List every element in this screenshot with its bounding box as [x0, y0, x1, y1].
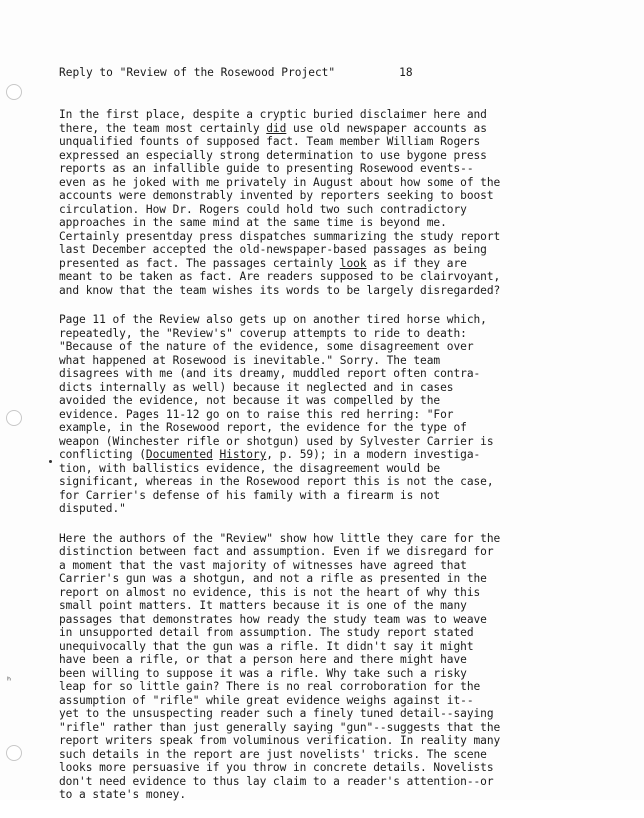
underlined-text: did: [266, 121, 287, 135]
text-line: tion, with ballistics evidence, the disagreement would be: [59, 461, 441, 475]
text-line: significant, whereas in the Rosewood report this is not the case,: [59, 475, 494, 488]
text-line: yet to the unsuspecting reader such a finely tuned detail--saying: [59, 707, 494, 720]
text-line: "Because of the nature of the evidence, some disagreement over: [59, 340, 474, 353]
text-line: weapon (Winchester rifle or shotgun) used by Sylvester Carrier is: [59, 434, 494, 448]
text-line: last December accepted the old-newspaper-based passages as being: [59, 243, 487, 256]
text-line: conflicting (Documented History, p. 59); in a modern investiga-: [59, 448, 481, 461]
text-line: Certainly presentday press dispatches summarizing the study report: [59, 229, 501, 243]
punch-hole: [6, 84, 22, 100]
text-line: evidence. Pages 11-12 go on to raise this red herring: "For: [59, 407, 454, 421]
text-line: assumption of "rifle" while great evidence weighs against it--: [59, 693, 474, 707]
punch-hole: [6, 745, 22, 761]
underlined-text: Documented: [145, 448, 213, 461]
text-line: even as he joked with me privately in August about how some of the: [59, 175, 501, 189]
text-line: disputed.": [59, 502, 126, 515]
page-number: 18: [399, 66, 413, 79]
text-line: Here the authors of the "Review" show how little they care for the: [59, 531, 501, 545]
header-title: Reply to "Review of the Rosewood Project": [59, 66, 336, 79]
text-line: dicts internally as well) because it neglected and in cases: [59, 380, 454, 394]
text-line: looks more persuasive if you throw in concrete details. Novelists: [59, 761, 494, 774]
text-line: Carrier's gun was a shotgun, and not a rifle as presented in the: [59, 572, 487, 585]
text-line: small point matters. It matters because it is one of the many: [59, 599, 467, 612]
text-line: expressed an especially strong determination to use bygone press: [59, 148, 487, 162]
text-line: what happened at Rosewood is inevitable." Sorry. The team: [59, 353, 441, 367]
text-line: such details in the report are just novelists' tricks. The scene: [59, 747, 487, 761]
text-line: approaches in the same mind at the same time is beyond me.: [59, 216, 447, 229]
text-line: to a state's money.: [59, 788, 187, 801]
text-line: disagrees with me (and its dreamy, muddled report often contra-: [59, 367, 481, 380]
punch-hole: [6, 410, 22, 426]
text-line: Page 11 of the Review also gets up on another tired horse which,: [59, 313, 487, 326]
text-line: report on almost no evidence, this is not the heart of why this: [59, 585, 481, 599]
text-line: unqualified founts of supposed fact. Team member William Rogers: [59, 135, 481, 148]
text-line: don't need evidence to thus lay claim to a reader's attention--or: [59, 774, 494, 788]
text-line: accounts were demonstrably invented by reporters seeking to boost: [59, 189, 494, 202]
body-text: [59, 108, 639, 818]
text-line: meant to be taken as fact. Are readers supposed to be clairvoyant,: [59, 270, 501, 283]
underlined-text: look: [339, 256, 367, 270]
text-line: "rifle" rather than just generally saying "gun"--suggests that the: [59, 720, 501, 734]
text-line: for Carrier's defense of his family with a firearm is not: [59, 488, 441, 502]
paragraph: [59, 532, 639, 802]
text-line: distinction between fact and assumption. Even if we disregard for: [59, 545, 494, 558]
text-line: in unsupported detail from assumption. The study report stated: [59, 626, 474, 639]
stray-mark: ʰ: [6, 676, 13, 687]
text-line: unequivocally that the gun was a rifle. It didn't say it might: [59, 639, 474, 653]
text-line: have been a rifle, or that a person here and there might have: [59, 653, 467, 666]
text-line: In the first place, despite a cryptic buried disclaimer here and: [59, 108, 487, 121]
text-line: avoided the evidence, not because it was compelled by the: [59, 394, 441, 407]
text-line: passages that demonstrates how ready the study team was to weave: [59, 612, 487, 626]
text-line: been willing to suppose it was a rifle. Why take such a risky: [59, 666, 467, 680]
text-line: reports as an infallible guide to presenting Rosewood events--: [59, 162, 474, 175]
text-line: there, the team most certainly did use old newspaper accounts as: [59, 121, 487, 135]
running-header: [59, 66, 413, 80]
text-line: report writers speak from voluminous verification. In reality many: [59, 734, 501, 747]
text-line: circulation. How Dr. Rogers could hold two such contradictory: [59, 202, 467, 216]
paragraph: [59, 313, 639, 516]
text-line: and know that the team wishes its words to be largely disregarded?: [59, 283, 501, 297]
underlined-text: History: [219, 448, 267, 461]
text-line: example, in the Rosewood report, the evidence for the type of: [59, 421, 467, 434]
text-line: a moment that the vast majority of witnesses have agreed that: [59, 558, 467, 572]
stray-mark: [49, 460, 52, 463]
text-line: repeatedly, the "Review's" coverup attempts to ride to death:: [59, 326, 467, 340]
text-line: presented as fact. The passages certainly look as if they are: [59, 256, 467, 270]
paragraph: [59, 108, 639, 297]
text-line: leap for so little gain? There is no real corroboration for the: [59, 680, 481, 693]
